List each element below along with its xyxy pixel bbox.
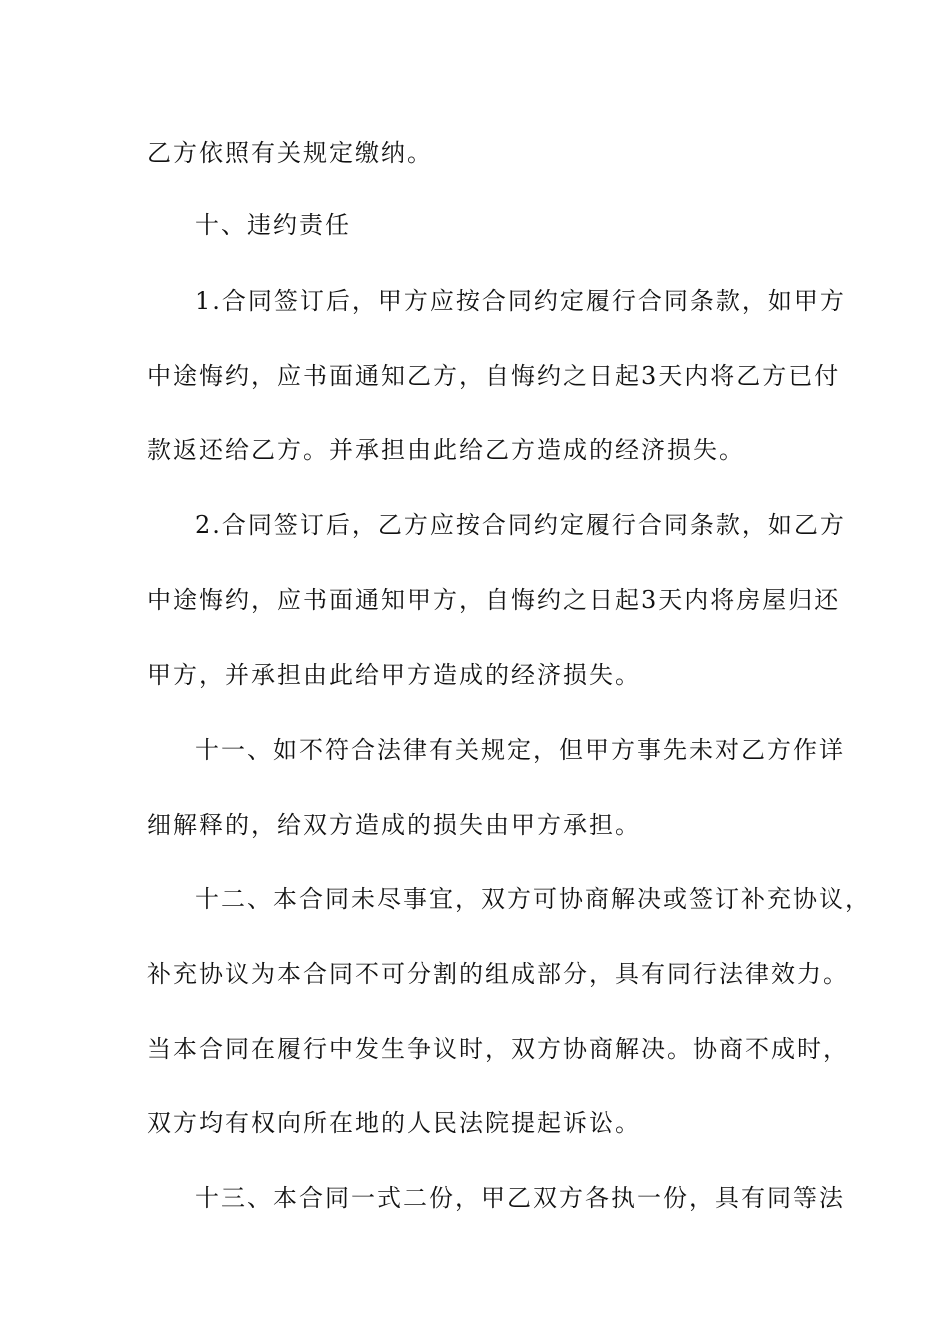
text-line-12: 补充协议为本合同不可分割的组成部分，具有同行法律效力。 — [147, 960, 849, 988]
text-line-7: 中途悔约，应书面通知甲方，自悔约之日起3天内将房屋归还 — [147, 586, 841, 614]
text-line-13: 当本合同在履行中发生争议时，双方协商解决。协商不成时， — [147, 1035, 849, 1063]
text-line-8: 甲方，并承担由此给甲方造成的经济损失。 — [147, 661, 641, 689]
text-line-15: 十三、本合同一式二份，甲乙双方各执一份，具有同等法 — [195, 1184, 845, 1212]
section-heading-breach: 十、违约责任 — [195, 211, 351, 239]
text-line-6: 2.合同签订后，乙方应按合同约定履行合同条款，如乙方 — [195, 511, 846, 539]
text-line-5: 款返还给乙方。并承担由此给乙方造成的经济损失。 — [147, 436, 745, 464]
text-line-10: 细解释的，给双方造成的损失由甲方承担。 — [147, 811, 641, 839]
text-line-11: 十二、本合同未尽事宜，双方可协商解决或签订补充协议， — [195, 885, 871, 913]
text-line-3: 1.合同签订后，甲方应按合同约定履行合同条款，如甲方 — [195, 287, 846, 315]
text-line-9: 十一、如不符合法律有关规定，但甲方事先未对乙方作详 — [195, 736, 845, 764]
text-line-4: 中途悔约，应书面通知乙方，自悔约之日起3天内将乙方已付 — [147, 362, 841, 390]
text-line-14: 双方均有权向所在地的人民法院提起诉讼。 — [147, 1109, 641, 1137]
text-line-1: 乙方依照有关规定缴纳。 — [147, 139, 433, 167]
